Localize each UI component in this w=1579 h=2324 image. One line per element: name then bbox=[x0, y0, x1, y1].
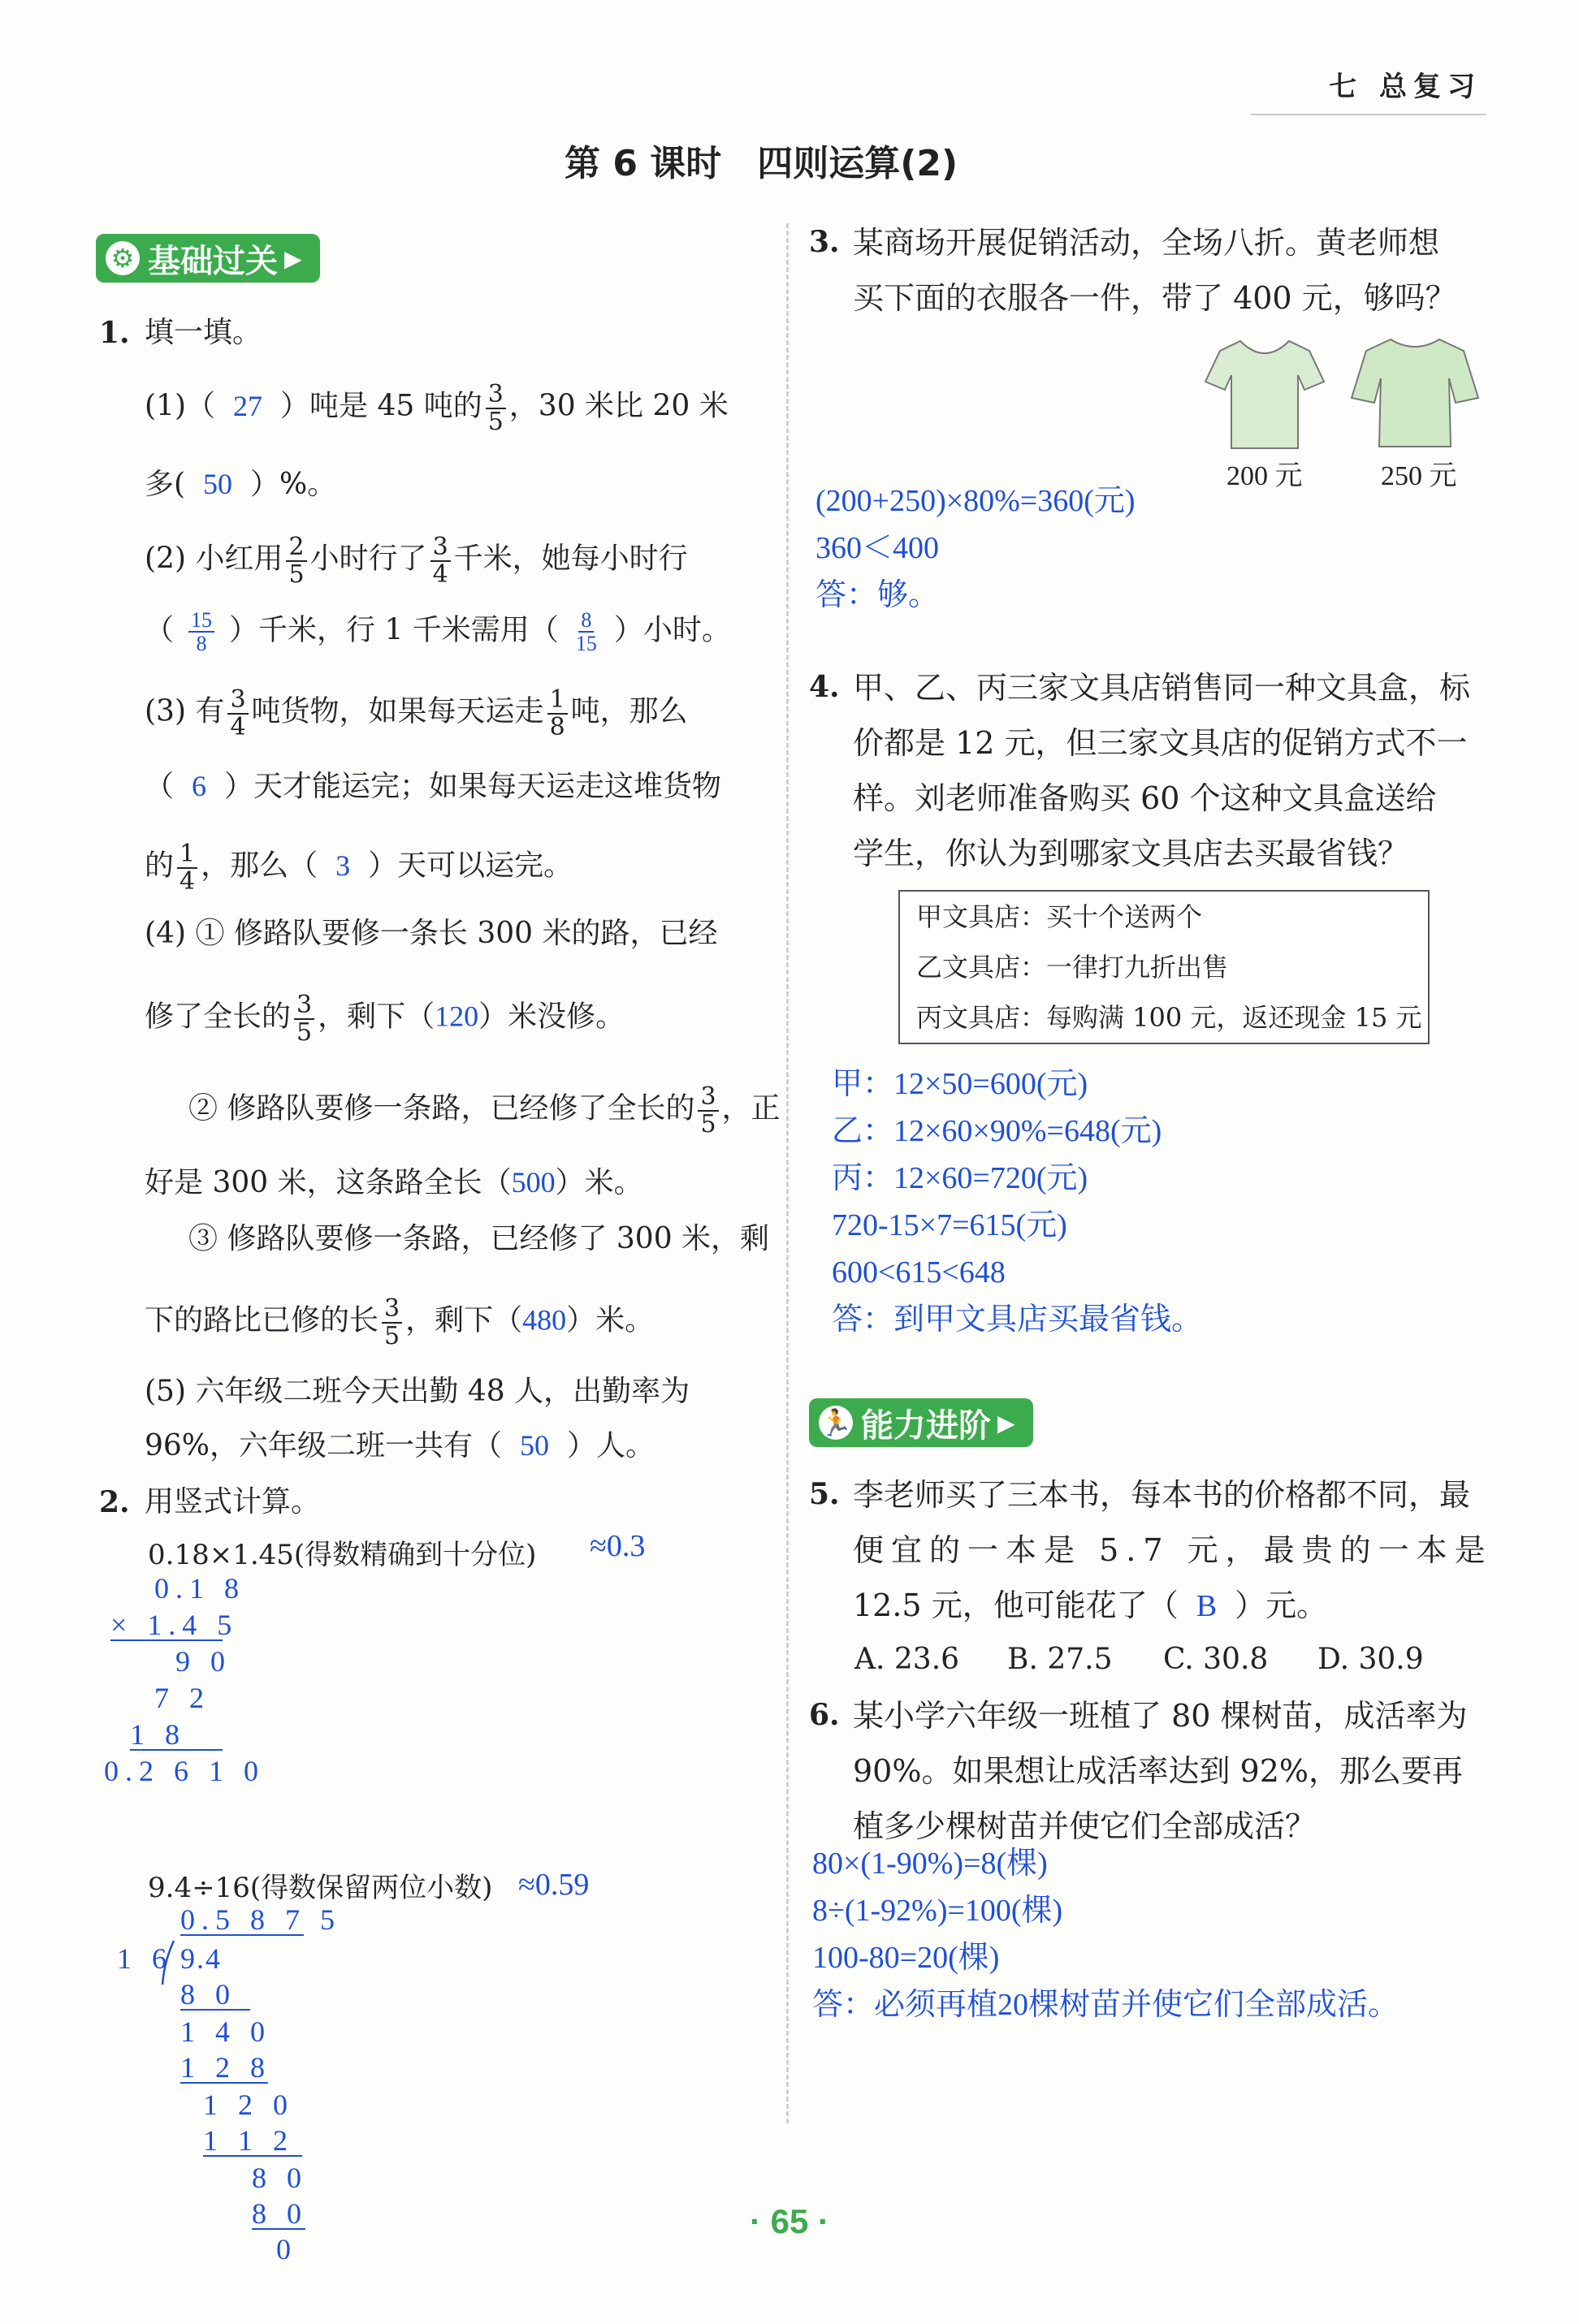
q5-line: 李老师买了三本书，每本书的价格都不同，最 bbox=[853, 1477, 1471, 1513]
vertical-row: 1 2 0 bbox=[203, 2089, 294, 2121]
q1-p2-line1: (2) 小红用 $\frac{2}{5}$ 小时行了 $\frac{3}{4}$ 千米，她每小时行 bbox=[145, 533, 688, 589]
q6-line: 某小学六年级一班植了 80 棵树苗，成活率为 bbox=[853, 1698, 1468, 1734]
quotient: 0.5 8 7 5 bbox=[180, 1903, 341, 1936]
column-divider bbox=[786, 223, 789, 2123]
q1-p3-line2: （ 6 ）天才能运完；如果每天运走这堆货物 bbox=[145, 770, 722, 803]
q5-line3: 12.5 元，他可能花了（ B ）元。 bbox=[853, 1587, 1328, 1623]
q3-work: 答：够。 bbox=[815, 578, 940, 612]
q3-work: 360＜400 bbox=[815, 531, 940, 565]
q5-line: 便宜的一本是 5.7 元，最贵的一本是 bbox=[853, 1532, 1493, 1568]
gear-icon: ⚙ bbox=[106, 241, 140, 275]
price-label: 200 元 bbox=[1226, 461, 1303, 491]
answer-blank: 3 bbox=[335, 849, 351, 882]
price-label: 250 元 bbox=[1381, 461, 1457, 491]
q1-p3-line3: 的 $\frac{1}{4}$ ，那么（ 3 ）天可以运完。 bbox=[145, 840, 573, 896]
q4-work: 600<615<648 bbox=[832, 1255, 1006, 1289]
q6-label: 6. bbox=[809, 1698, 840, 1732]
q2-prompt: 用竖式计算。 bbox=[145, 1485, 321, 1518]
q1-label: 1. bbox=[99, 316, 130, 350]
answer-blank: 480 bbox=[522, 1303, 567, 1337]
q1-p3-line1: (3) 有 $\frac{3}{4}$ 吨货物，如果每天运走 $\frac{1}{8}$ 吨，那么 bbox=[145, 685, 688, 741]
q1-p4b-line1: ② 修路队要修一条路，已经修了全长的 $\frac{3}{5}$ ，正 bbox=[188, 1082, 781, 1138]
q4-work: 乙：12×60×90%=648(元) bbox=[832, 1114, 1162, 1148]
store-table bbox=[898, 890, 1430, 1044]
q4-work: 丙：12×60=720(元) bbox=[832, 1161, 1088, 1195]
answer-blank: B bbox=[1196, 1589, 1218, 1623]
q1-p4c-line2: 下的路比已修的长 $\frac{3}{5}$ ，剩下（480）米。 bbox=[145, 1294, 655, 1350]
q1-p1-line2: 多( 50 ）%。 bbox=[145, 468, 337, 501]
answer-blank: 6 bbox=[192, 770, 207, 802]
answer-blank: 120 bbox=[435, 1000, 479, 1033]
shirt-icon bbox=[1350, 331, 1480, 453]
q4-line: 样。刘老师准备购买 60 个这种文具盒送给 bbox=[853, 780, 1437, 816]
q3-line1: 某商场开展促销活动，全场八折。黄老师想 bbox=[853, 225, 1440, 261]
q6-line: 植多少棵树苗并使它们全部成活？ bbox=[853, 1808, 1317, 1844]
arrow-icon: ▶ bbox=[997, 1409, 1015, 1436]
q1-p4b-line2: 好是 300 米，这条路全长（500）米。 bbox=[145, 1166, 643, 1199]
q1-p4a-line2: 修了全长的 $\frac{3}{5}$ ，剩下（120）米没修。 bbox=[145, 991, 625, 1047]
divisor: 1 6 bbox=[117, 1942, 173, 1975]
option: A. 23.6 bbox=[854, 1643, 960, 1676]
q3-line2: 买下面的衣服各一件，带了 400 元，够吗？ bbox=[853, 280, 1456, 316]
q5-label: 5. bbox=[809, 1477, 840, 1511]
advanced-badge bbox=[809, 1398, 1033, 1447]
vertical-row: 0.1 8 bbox=[154, 1572, 245, 1605]
q1-prompt: 填一填。 bbox=[145, 316, 262, 349]
q3-label: 3. bbox=[809, 225, 840, 259]
answer-blank: 27 bbox=[233, 389, 262, 422]
store-row: 丙文具店：每购满 100 元，返还现金 15 元 bbox=[916, 1002, 1422, 1033]
vertical-row: 8 0 bbox=[252, 2197, 308, 2230]
section-header: 七 总复习 bbox=[1329, 71, 1482, 103]
q4-work: 答：到甲文具店买最省钱。 bbox=[832, 1302, 1203, 1337]
q2-label: 2. bbox=[99, 1485, 130, 1519]
q2-e2-answer: ≈0.59 bbox=[518, 1868, 590, 1902]
vertical-row: 1 2 8 bbox=[180, 2051, 271, 2084]
vertical-row: 1 1 2 bbox=[203, 2126, 302, 2157]
arrow-icon: ▶ bbox=[284, 244, 302, 272]
q2-e1-text: 0.18×1.45(得数精确到十分位) bbox=[148, 1539, 537, 1571]
vertical-row: × 1.4 5 bbox=[110, 1609, 239, 1641]
vertical-row: 0.2 6 1 0 bbox=[104, 1755, 265, 1787]
dot-icon: · bbox=[749, 2202, 761, 2240]
basic-badge bbox=[96, 234, 320, 283]
dot-icon: · bbox=[818, 2202, 830, 2240]
store-row: 乙文具店：一律打九折出售 bbox=[916, 952, 1229, 983]
vertical-row: 7 2 bbox=[154, 1682, 210, 1714]
answer-blank: 500 bbox=[511, 1166, 556, 1199]
answer-blank: 50 bbox=[520, 1429, 550, 1462]
vertical-row: 1 4 0 bbox=[180, 2015, 271, 2048]
q4-work: 720-15×7=615(元) bbox=[832, 1208, 1067, 1242]
vertical-row: 1 8 bbox=[130, 1720, 223, 1751]
q4-line: 价都是 12 元，但三家文具店的促销方式不一 bbox=[853, 725, 1468, 761]
q4-line: 甲、乙、丙三家文具店销售同一种文具盒，标 bbox=[853, 670, 1471, 706]
runner-icon: 🏃 bbox=[820, 1407, 852, 1438]
q1-p4a-line1: (4) ① 修路队要修一条长 300 米的路，已经 bbox=[145, 917, 718, 950]
q2-e2-text: 9.4÷16(得数保留两位小数) bbox=[148, 1872, 493, 1904]
option: B. 27.5 bbox=[1007, 1643, 1113, 1676]
dividend: 9.4 bbox=[180, 1942, 222, 1975]
store-row: 甲文具店：买十个送两个 bbox=[916, 901, 1203, 932]
basic-badge-label: 基础过关 bbox=[148, 242, 278, 280]
answer-fraction: $\frac{15}{8}$ bbox=[188, 609, 214, 655]
option: C. 30.8 bbox=[1163, 1643, 1269, 1676]
vertical-row: 9 0 bbox=[175, 1645, 231, 1678]
answer-fraction: $\frac{8}{15}$ bbox=[575, 608, 597, 656]
shirt-icon bbox=[1204, 333, 1326, 455]
advanced-badge-label: 能力进阶 bbox=[861, 1406, 991, 1445]
answer-blank: 50 bbox=[203, 468, 233, 500]
q6-line: 90%。如果想让成活率达到 92%，那么要再 bbox=[853, 1753, 1464, 1789]
option: D. 30.9 bbox=[1317, 1643, 1424, 1676]
q6-work: 80×(1-90%)=8(棵) bbox=[812, 1847, 1048, 1881]
q1-p4c-line1: ③ 修路队要修一条路，已经修了 300 米，剩 bbox=[188, 1222, 770, 1255]
page-title: 第 6 课时 四则运算(2) bbox=[565, 143, 958, 184]
q2-e1-answer: ≈0.3 bbox=[590, 1529, 646, 1563]
division-bracket bbox=[161, 1939, 177, 1988]
q1-p5-line1: (5) 六年级二班今天出勤 48 人，出勤率为 bbox=[145, 1375, 690, 1408]
vertical-row: 0 bbox=[276, 2233, 297, 2266]
q1-p1-line1: (1)（ 27 ）吨是 45 吨的 $\frac{3}{5}$ ，30 米比 20 米 bbox=[145, 380, 729, 436]
page-number: · 65 · bbox=[749, 2202, 830, 2240]
vertical-row: 8 0 bbox=[180, 1980, 250, 2011]
q6-work: 8÷(1-92%)=100(棵) bbox=[812, 1894, 1063, 1928]
q6-work: 答：必须再植20棵树苗并使它们全部成活。 bbox=[812, 1988, 1399, 2022]
q4-label: 4. bbox=[809, 670, 840, 704]
q3-work: (200+250)×80%=360(元) bbox=[815, 484, 1136, 518]
header-rule bbox=[1251, 114, 1486, 115]
q6-work: 100-80=20(棵) bbox=[812, 1941, 1000, 1975]
q4-work: 甲：12×50=600(元) bbox=[832, 1067, 1088, 1101]
vertical-row: 8 0 bbox=[252, 2162, 308, 2194]
q1-p2-line2: （ $\frac{15}{8}$ ）千米，行 1 千米需用（ $\frac{8}{15}$ ）小时。 bbox=[145, 608, 731, 656]
q1-p5-line2: 96%，六年级二班一共有（ 50 ）人。 bbox=[145, 1429, 655, 1462]
q4-line: 学生，你认为到哪家文具店去买最省钱？ bbox=[853, 836, 1409, 871]
